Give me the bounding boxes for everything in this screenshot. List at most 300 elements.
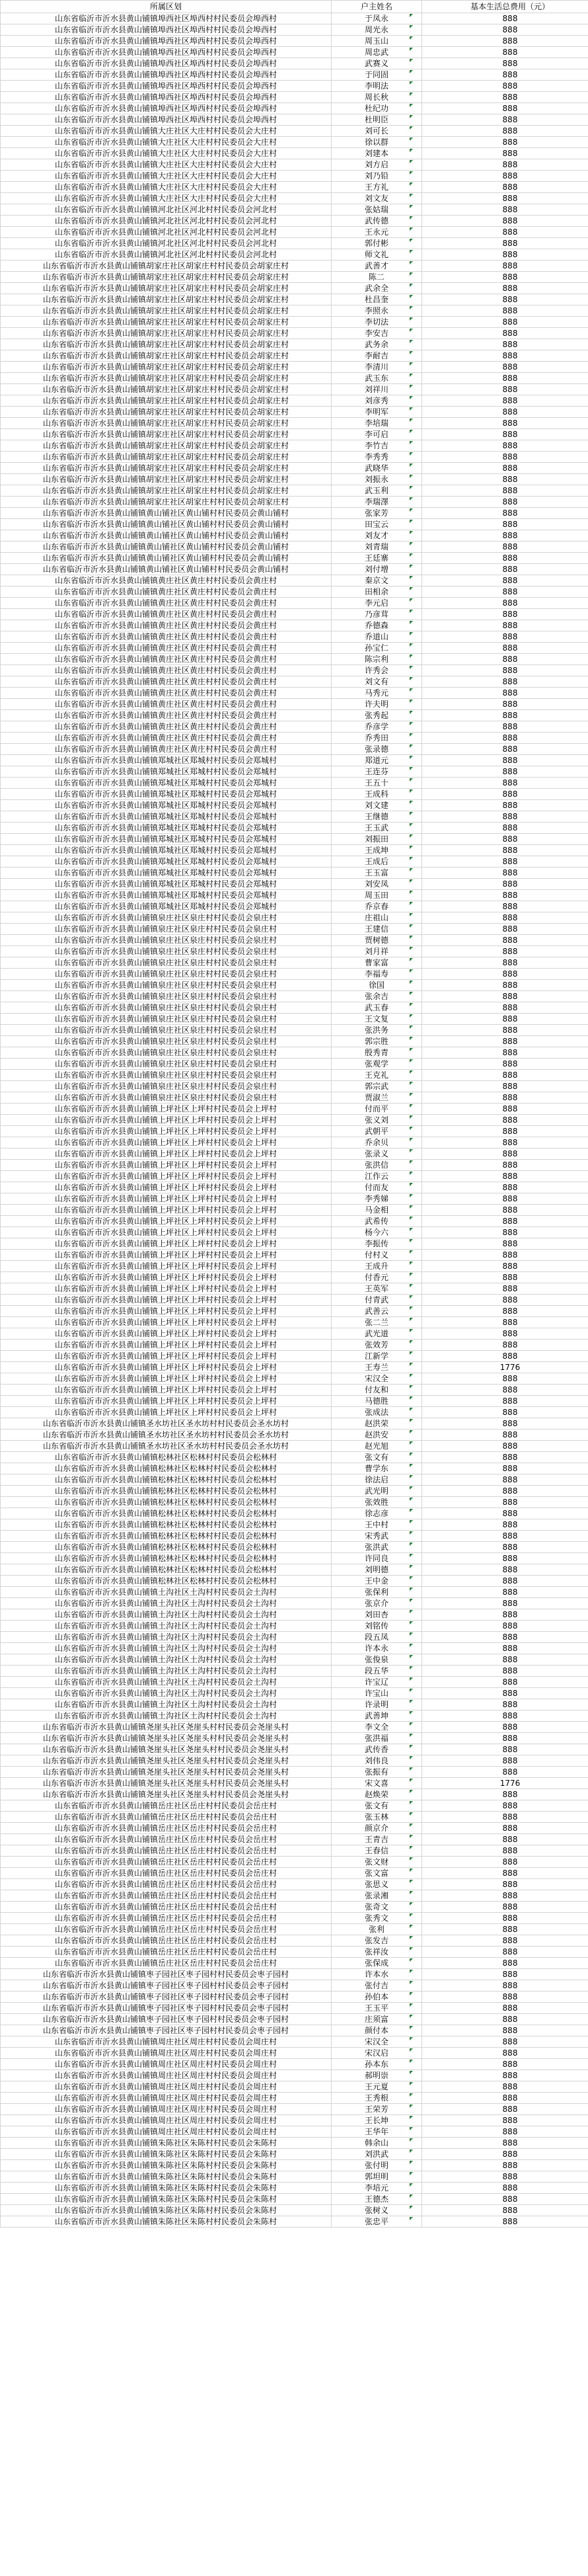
householder-name-cell[interactable] [332,856,422,867]
householder-name-cell[interactable] [332,823,422,834]
district-cell[interactable]: 山东省临沂市沂水县黄山铺镇胡家庄社区胡家庄村村民委员会胡家庄村 [1,463,332,474]
amount-cell[interactable]: 1776 [422,1362,588,1373]
amount-cell[interactable]: 888 [422,2081,588,2093]
district-cell[interactable]: 山东省临沂市沂水县黄山铺镇泉庄社区泉庄村村民委员会泉庄村 [1,969,332,980]
district-cell[interactable]: 山东省临沂市沂水县黄山铺镇周庄社区周庄村村民委员会周庄村 [1,2115,332,2126]
householder-name-cell[interactable] [332,1407,422,1418]
amount-cell[interactable]: 888 [422,991,588,1002]
amount-cell[interactable]: 888 [422,395,588,407]
district-cell[interactable]: 山东省临沂市沂水县黄山铺镇郑城社区郑城村村民委员会郑城村 [1,811,332,823]
district-cell[interactable]: 山东省临沂市沂水县黄山铺镇周庄社区周庄村村民委员会周庄村 [1,2126,332,2138]
householder-name-cell[interactable] [332,485,422,497]
district-cell[interactable]: 山东省临沂市沂水县黄山铺镇胡家庄社区胡家庄村村民委员会胡家庄村 [1,497,332,508]
amount-cell[interactable]: 888 [422,811,588,823]
householder-name-cell[interactable] [332,1340,422,1351]
amount-cell[interactable]: 888 [422,1104,588,1115]
amount-cell[interactable]: 888 [422,249,588,261]
amount-cell[interactable]: 888 [422,227,588,238]
amount-cell[interactable]: 888 [422,564,588,575]
district-cell[interactable]: 山东省临沂市沂水县黄山铺镇黄山铺社区黄山铺村村民委员会黄山铺村 [1,564,332,575]
amount-cell[interactable]: 888 [422,171,588,182]
amount-cell[interactable]: 888 [422,654,588,665]
householder-name-cell[interactable] [332,1328,422,1340]
householder-name-cell[interactable] [332,912,422,924]
householder-name-cell[interactable] [332,1463,422,1474]
amount-cell[interactable]: 888 [422,1407,588,1418]
district-cell[interactable]: 山东省临沂市沂水县黄山铺镇郑城社区郑城村村民委员会郑城村 [1,800,332,811]
amount-cell[interactable]: 888 [422,305,588,317]
district-cell[interactable]: 山东省临沂市沂水县黄山铺镇上坪社区上坪村村民委员会上坪村 [1,1328,332,1340]
amount-cell[interactable]: 888 [422,1744,588,1755]
district-cell[interactable]: 山东省临沂市沂水县黄山铺镇周庄社区周庄村村民委员会周庄村 [1,2048,332,2059]
householder-name-cell[interactable] [332,474,422,485]
district-cell[interactable]: 山东省临沂市沂水县黄山铺镇黄庄社区黄庄村村民委员会黄庄村 [1,665,332,676]
amount-cell[interactable]: 888 [422,1002,588,1014]
householder-name-cell[interactable] [332,1553,422,1564]
householder-name-cell[interactable] [332,1969,422,1980]
district-cell[interactable]: 山东省临沂市沂水县黄山铺镇上坪社区上坪村村民委员会上坪村 [1,1362,332,1373]
householder-name-cell[interactable] [332,586,422,598]
householder-name-cell[interactable] [332,1890,422,1902]
district-cell[interactable]: 山东省临沂市沂水县黄山铺镇松林社区松林村村民委员会松林村 [1,1452,332,1463]
amount-cell[interactable]: 888 [422,901,588,912]
district-cell[interactable]: 山东省临沂市沂水县黄山铺镇郑城社区郑城村村民委员会郑城村 [1,901,332,912]
amount-cell[interactable]: 888 [422,24,588,36]
householder-name-cell[interactable] [332,1576,422,1587]
district-cell[interactable]: 山东省临沂市沂水县黄山铺镇尧崖头社区尧崖头村村民委员会尧崖头村 [1,1767,332,1778]
district-cell[interactable]: 山东省临沂市沂水县黄山铺镇泉庄社区泉庄村村民委员会泉庄村 [1,946,332,957]
amount-cell[interactable]: 888 [422,1182,588,1193]
amount-cell[interactable]: 888 [422,890,588,901]
amount-cell[interactable]: 888 [422,688,588,699]
amount-cell[interactable]: 888 [422,373,588,384]
householder-name-cell[interactable] [332,744,422,755]
district-cell[interactable]: 山东省临沂市沂水县黄山铺镇泉庄社区泉庄村村民委员会泉庄村 [1,924,332,935]
district-cell[interactable]: 山东省临沂市沂水县黄山铺镇上坪社区上坪村村民委员会上坪村 [1,1160,332,1171]
amount-cell[interactable]: 888 [422,2003,588,2014]
householder-name-cell[interactable] [332,193,422,204]
householder-name-cell[interactable] [332,530,422,542]
district-cell[interactable]: 山东省临沂市沂水县黄山铺镇黄庄社区黄庄村村民委员会黄庄村 [1,575,332,586]
district-cell[interactable]: 山东省临沂市沂水县黄山铺镇胡家庄社区胡家庄村村民委员会胡家庄村 [1,272,332,283]
householder-name-cell[interactable] [332,1823,422,1834]
district-cell[interactable]: 山东省临沂市沂水县黄山铺镇上坪社区上坪村村民委员会上坪村 [1,1373,332,1385]
amount-cell[interactable]: 888 [422,867,588,879]
amount-cell[interactable]: 888 [422,103,588,114]
district-cell[interactable]: 山东省临沂市沂水县黄山铺镇郑城社区郑城村村民委员会郑城村 [1,778,332,789]
amount-cell[interactable]: 888 [422,1092,588,1104]
amount-cell[interactable]: 888 [422,339,588,350]
district-cell[interactable]: 山东省临沂市沂水县黄山铺镇郑城社区郑城村村民委员会郑城村 [1,856,332,867]
district-cell[interactable]: 山东省临沂市沂水县黄山铺镇岳庄社区岳庄村村民委员会岳庄村 [1,1857,332,1868]
householder-name-cell[interactable] [332,1317,422,1328]
district-cell[interactable]: 山东省临沂市沂水县黄山铺镇周庄社区周庄村村民委员会周庄村 [1,2070,332,2081]
district-cell[interactable]: 山东省临沂市沂水县黄山铺镇圣水坊社区圣水坊村村民委员会圣水坊村 [1,1418,332,1429]
amount-cell[interactable]: 888 [422,204,588,216]
district-cell[interactable]: 山东省临沂市沂水县黄山铺镇郑城社区郑城村村民委员会郑城村 [1,890,332,901]
amount-cell[interactable]: 888 [422,1205,588,1216]
householder-name-cell[interactable] [332,1429,422,1441]
district-cell[interactable]: 山东省临沂市沂水县黄山铺镇黄庄社区黄庄村村民委员会黄庄村 [1,676,332,688]
amount-cell[interactable]: 888 [422,2070,588,2081]
amount-cell[interactable]: 888 [422,1621,588,1632]
householder-name-cell[interactable] [332,969,422,980]
amount-cell[interactable]: 888 [422,755,588,766]
amount-cell[interactable]: 888 [422,2205,588,2216]
householder-name-cell[interactable] [332,1935,422,1947]
district-cell[interactable]: 山东省临沂市沂水县黄山铺镇郑城社区郑城村村民委员会郑城村 [1,834,332,845]
amount-cell[interactable]: 888 [422,1924,588,1935]
district-cell[interactable]: 山东省临沂市沂水县黄山铺镇松林社区松林村村民委员会松林村 [1,1463,332,1474]
householder-name-cell[interactable] [332,1486,422,1497]
district-cell[interactable]: 山东省临沂市沂水县黄山铺镇上坪社区上坪村村民委员会上坪村 [1,1396,332,1407]
amount-cell[interactable]: 888 [422,586,588,598]
district-cell[interactable]: 山东省临沂市沂水县黄山铺镇黄庄社区黄庄村村民委员会黄庄村 [1,631,332,643]
district-cell[interactable]: 山东省临沂市沂水县黄山铺镇上坪社区上坪村村民委员会上坪村 [1,1295,332,1306]
householder-name-cell[interactable] [332,429,422,440]
householder-name-cell[interactable] [332,1519,422,1531]
householder-name-cell[interactable] [332,1632,422,1643]
district-cell[interactable]: 山东省临沂市沂水县黄山铺镇埠西社区埠西村村民委员会埠西村 [1,47,332,58]
district-cell[interactable]: 山东省临沂市沂水县黄山铺镇泉庄社区泉庄村村民委员会泉庄村 [1,935,332,946]
householder-name-cell[interactable] [332,1283,422,1295]
amount-cell[interactable]: 888 [422,744,588,755]
householder-name-cell[interactable] [332,1834,422,1845]
district-cell[interactable]: 山东省临沂市沂水县黄山铺镇岳庄社区岳庄村村民委员会岳庄村 [1,1823,332,1834]
householder-name-cell[interactable] [332,36,422,47]
householder-name-cell[interactable] [332,789,422,800]
householder-name-cell[interactable] [332,1733,422,1744]
district-cell[interactable]: 山东省临沂市沂水县黄山铺镇岳庄社区岳庄村村民委员会岳庄村 [1,1890,332,1902]
district-cell[interactable]: 山东省临沂市沂水县黄山铺镇郑城社区郑城村村民委员会郑城村 [1,879,332,890]
district-cell[interactable]: 山东省临沂市沂水县黄山铺镇胡家庄社区胡家庄村村民委员会胡家庄村 [1,395,332,407]
district-cell[interactable]: 山东省临沂市沂水县黄山铺镇周庄社区周庄村村民委员会周庄村 [1,2036,332,2048]
householder-name-cell[interactable] [332,1800,422,1812]
householder-name-cell[interactable] [332,305,422,317]
district-cell[interactable]: 山东省临沂市沂水县黄山铺镇胡家庄社区胡家庄村村民委员会胡家庄村 [1,294,332,305]
district-cell[interactable]: 山东省临沂市沂水县黄山铺镇黄庄社区黄庄村村民委员会黄庄村 [1,688,332,699]
amount-cell[interactable]: 888 [422,2149,588,2160]
amount-cell[interactable]: 888 [422,36,588,47]
amount-cell[interactable]: 888 [422,1812,588,1823]
district-cell[interactable]: 山东省临沂市沂水县黄山铺镇黄山铺社区黄山铺村村民委员会黄山铺村 [1,542,332,553]
amount-cell[interactable]: 888 [422,508,588,519]
amount-cell[interactable]: 888 [422,1879,588,1890]
householder-name-cell[interactable] [332,2138,422,2149]
amount-cell[interactable]: 888 [422,1992,588,2003]
amount-cell[interactable]: 888 [422,283,588,294]
district-cell[interactable]: 山东省临沂市沂水县黄山铺镇郑城社区郑城村村民委员会郑城村 [1,823,332,834]
district-cell[interactable]: 山东省临沂市沂水县黄山铺镇周庄社区周庄村村民委员会周庄村 [1,2093,332,2104]
householder-name-cell[interactable] [332,249,422,261]
header-district[interactable]: 所属区划 [1,1,332,13]
district-cell[interactable]: 山东省临沂市沂水县黄山铺镇胡家庄社区胡家庄村村民委员会胡家庄村 [1,418,332,429]
district-cell[interactable]: 山东省临沂市沂水县黄山铺镇大庄社区大庄村村民委员会大庄村 [1,193,332,204]
district-cell[interactable]: 山东省临沂市沂水县黄山铺镇埠西社区埠西村村民委员会埠西村 [1,114,332,126]
amount-cell[interactable]: 888 [422,193,588,204]
amount-cell[interactable]: 888 [422,676,588,688]
householder-name-cell[interactable] [332,980,422,991]
householder-name-cell[interactable] [332,2081,422,2093]
district-cell[interactable]: 山东省临沂市沂水县黄山铺镇泉庄社区泉庄村村民委员会泉庄村 [1,1047,332,1059]
amount-cell[interactable]: 888 [422,1452,588,1463]
district-cell[interactable]: 山东省临沂市沂水县黄山铺镇胡家庄社区胡家庄村村民委员会胡家庄村 [1,339,332,350]
district-cell[interactable]: 山东省临沂市沂水县黄山铺镇黄山铺社区黄山铺村村民委员会黄山铺村 [1,530,332,542]
householder-name-cell[interactable] [332,1531,422,1542]
householder-name-cell[interactable] [332,699,422,710]
district-cell[interactable]: 山东省临沂市沂水县黄山铺镇黄庄社区黄庄村村民委员会黄庄村 [1,609,332,620]
amount-cell[interactable]: 888 [422,1958,588,1969]
amount-cell[interactable]: 888 [422,440,588,452]
householder-name-cell[interactable] [332,542,422,553]
householder-name-cell[interactable] [332,1238,422,1250]
district-cell[interactable]: 山东省临沂市沂水县黄山铺镇上坪社区上坪村村民委员会上坪村 [1,1137,332,1148]
district-cell[interactable]: 山东省临沂市沂水县黄山铺镇周庄社区周庄村村民委员会周庄村 [1,2081,332,2093]
district-cell[interactable]: 山东省临沂市沂水县黄山铺镇胡家庄社区胡家庄村村民委员会胡家庄村 [1,362,332,373]
amount-cell[interactable]: 888 [422,766,588,778]
householder-name-cell[interactable] [332,1744,422,1755]
district-cell[interactable]: 山东省临沂市沂水县黄山铺镇黄庄社区黄庄村村民委员会黄庄村 [1,598,332,609]
householder-name-cell[interactable] [332,1295,422,1306]
district-cell[interactable]: 山东省临沂市沂水县黄山铺镇松林社区松林村村民委员会松林村 [1,1508,332,1519]
householder-name-cell[interactable] [332,1654,422,1666]
householder-name-cell[interactable] [332,1845,422,1857]
amount-cell[interactable]: 888 [422,2025,588,2036]
district-cell[interactable]: 山东省临沂市沂水县黄山铺镇上坪社区上坪村村民委员会上坪村 [1,1104,332,1115]
header-name[interactable]: 户主姓名 [332,1,422,13]
householder-name-cell[interactable] [332,1441,422,1452]
district-cell[interactable]: 山东省临沂市沂水县黄山铺镇土沟社区土沟村村民委员会土沟村 [1,1711,332,1722]
householder-name-cell[interactable] [332,721,422,733]
district-cell[interactable]: 山东省临沂市沂水县黄山铺镇泉庄社区泉庄村村民委员会泉庄村 [1,1025,332,1036]
amount-cell[interactable]: 888 [422,1800,588,1812]
district-cell[interactable]: 山东省临沂市沂水县黄山铺镇上坪社区上坪村村民委员会上坪村 [1,1148,332,1160]
householder-name-cell[interactable] [332,2115,422,2126]
amount-cell[interactable]: 888 [422,957,588,969]
amount-cell[interactable]: 888 [422,1789,588,1800]
householder-name-cell[interactable] [332,508,422,519]
householder-name-cell[interactable] [332,1137,422,1148]
householder-name-cell[interactable] [332,1160,422,1171]
district-cell[interactable]: 山东省临沂市沂水县黄山铺镇朱陈社区朱陈村村民委员会朱陈村 [1,2171,332,2183]
amount-cell[interactable]: 888 [422,1272,588,1283]
amount-cell[interactable]: 888 [422,328,588,339]
district-cell[interactable]: 山东省临沂市沂水县黄山铺镇泉庄社区泉庄村村民委员会泉庄村 [1,1092,332,1104]
district-cell[interactable]: 山东省临沂市沂水县黄山铺镇枣子园社区枣子园村村民委员会枣子园村 [1,2014,332,2025]
householder-name-cell[interactable] [332,1182,422,1193]
amount-cell[interactable]: 888 [422,1474,588,1486]
householder-name-cell[interactable] [332,384,422,395]
householder-name-cell[interactable] [332,1958,422,1969]
householder-name-cell[interactable] [332,1261,422,1272]
householder-name-cell[interactable] [332,103,422,114]
district-cell[interactable]: 山东省临沂市沂水县黄山铺镇朱陈社区朱陈村村民委员会朱陈村 [1,2194,332,2205]
householder-name-cell[interactable] [332,1643,422,1654]
householder-name-cell[interactable] [332,1711,422,1722]
district-cell[interactable]: 山东省临沂市沂水县黄山铺镇黄庄社区黄庄村村民委员会黄庄村 [1,721,332,733]
amount-cell[interactable]: 888 [422,1834,588,1845]
amount-cell[interactable]: 888 [422,1632,588,1643]
householder-name-cell[interactable] [332,2048,422,2059]
district-cell[interactable]: 山东省临沂市沂水县黄山铺镇泉庄社区泉庄村村民委员会泉庄村 [1,1014,332,1025]
district-cell[interactable]: 山东省临沂市沂水县黄山铺镇周庄社区周庄村村民委员会周庄村 [1,2104,332,2115]
amount-cell[interactable]: 888 [422,2059,588,2070]
district-cell[interactable]: 山东省临沂市沂水县黄山铺镇岳庄社区岳庄村村民委员会岳庄村 [1,1947,332,1958]
householder-name-cell[interactable] [332,575,422,586]
amount-cell[interactable]: 888 [422,272,588,283]
amount-cell[interactable]: 888 [422,47,588,58]
amount-cell[interactable]: 888 [422,1890,588,1902]
amount-cell[interactable]: 888 [422,1688,588,1699]
amount-cell[interactable]: 888 [422,1823,588,1834]
amount-cell[interactable]: 888 [422,643,588,654]
householder-name-cell[interactable] [332,564,422,575]
householder-name-cell[interactable] [332,1025,422,1036]
householder-name-cell[interactable] [332,1868,422,1879]
district-cell[interactable]: 山东省临沂市沂水县黄山铺镇上坪社区上坪村村民委员会上坪村 [1,1351,332,1362]
district-cell[interactable]: 山东省临沂市沂水县黄山铺镇胡家庄社区胡家庄村村民委员会胡家庄村 [1,429,332,440]
amount-cell[interactable]: 888 [422,92,588,103]
householder-name-cell[interactable] [332,1699,422,1711]
householder-name-cell[interactable] [332,1227,422,1238]
householder-name-cell[interactable] [332,13,422,24]
district-cell[interactable]: 山东省临沂市沂水县黄山铺镇上坪社区上坪村村民委员会上坪村 [1,1126,332,1137]
amount-cell[interactable]: 888 [422,1351,588,1362]
amount-cell[interactable]: 888 [422,1587,588,1598]
district-cell[interactable]: 山东省临沂市沂水县黄山铺镇岳庄社区岳庄村村民委员会岳庄村 [1,1913,332,1924]
householder-name-cell[interactable] [332,1205,422,1216]
householder-name-cell[interactable] [332,1812,422,1823]
householder-name-cell[interactable] [332,1306,422,1317]
amount-cell[interactable]: 888 [422,1519,588,1531]
householder-name-cell[interactable] [332,283,422,294]
householder-name-cell[interactable] [332,2104,422,2115]
amount-cell[interactable]: 888 [422,1059,588,1070]
district-cell[interactable]: 山东省临沂市沂水县黄山铺镇松林社区松林村村民委员会松林村 [1,1564,332,1576]
householder-name-cell[interactable] [332,272,422,283]
householder-name-cell[interactable] [332,2126,422,2138]
district-cell[interactable]: 山东省临沂市沂水县黄山铺镇枣子园社区枣子园村村民委员会枣子园村 [1,1992,332,2003]
district-cell[interactable]: 山东省临沂市沂水县黄山铺镇胡家庄社区胡家庄村村民委员会胡家庄村 [1,305,332,317]
district-cell[interactable]: 山东省临沂市沂水县黄山铺镇上坪社区上坪村村民委员会上坪村 [1,1407,332,1418]
amount-cell[interactable]: 888 [422,2138,588,2149]
amount-cell[interactable]: 888 [422,294,588,305]
householder-name-cell[interactable] [332,294,422,305]
householder-name-cell[interactable] [332,676,422,688]
amount-cell[interactable]: 888 [422,182,588,193]
householder-name-cell[interactable] [332,1059,422,1070]
district-cell[interactable]: 山东省临沂市沂水县黄山铺镇岳庄社区岳庄村村民委员会岳庄村 [1,1902,332,1913]
amount-cell[interactable]: 888 [422,1643,588,1654]
district-cell[interactable]: 山东省临沂市沂水县黄山铺镇大庄社区大庄村村民委员会大庄村 [1,182,332,193]
householder-name-cell[interactable] [332,1148,422,1160]
district-cell[interactable]: 山东省临沂市沂水县黄山铺镇黄庄社区黄庄村村民委员会黄庄村 [1,643,332,654]
district-cell[interactable]: 山东省临沂市沂水县黄山铺镇松林社区松林村村民委员会松林村 [1,1497,332,1508]
district-cell[interactable]: 山东省临沂市沂水县黄山铺镇泉庄社区泉庄村村民委员会泉庄村 [1,912,332,924]
householder-name-cell[interactable] [332,1474,422,1486]
amount-cell[interactable]: 888 [422,1385,588,1396]
amount-cell[interactable]: 888 [422,1193,588,1205]
district-cell[interactable]: 山东省临沂市沂水县黄山铺镇胡家庄社区胡家庄村村民委员会胡家庄村 [1,283,332,294]
district-cell[interactable]: 山东省临沂市沂水县黄山铺镇土沟社区土沟村村民委员会土沟村 [1,1632,332,1643]
householder-name-cell[interactable] [332,2194,422,2205]
amount-cell[interactable]: 888 [422,598,588,609]
householder-name-cell[interactable] [332,1902,422,1913]
district-cell[interactable]: 山东省临沂市沂水县黄山铺镇岳庄社区岳庄村村民委员会岳庄村 [1,1812,332,1823]
householder-name-cell[interactable] [332,148,422,159]
householder-name-cell[interactable] [332,1171,422,1182]
district-cell[interactable]: 山东省临沂市沂水县黄山铺镇上坪社区上坪村村民委员会上坪村 [1,1238,332,1250]
district-cell[interactable]: 山东省临沂市沂水县黄山铺镇大庄社区大庄村村民委员会大庄村 [1,148,332,159]
district-cell[interactable]: 山东省临沂市沂水县黄山铺镇尧崖头社区尧崖头村村民委员会尧崖头村 [1,1789,332,1800]
householder-name-cell[interactable] [332,710,422,721]
householder-name-cell[interactable] [332,2205,422,2216]
district-cell[interactable]: 山东省临沂市沂水县黄山铺镇朱陈社区朱陈村村民委员会朱陈村 [1,2149,332,2160]
householder-name-cell[interactable] [332,1609,422,1621]
amount-cell[interactable]: 888 [422,530,588,542]
householder-name-cell[interactable] [332,957,422,969]
householder-name-cell[interactable] [332,1564,422,1576]
district-cell[interactable]: 山东省临沂市沂水县黄山铺镇泉庄社区泉庄村村民委员会泉庄村 [1,980,332,991]
householder-name-cell[interactable] [332,407,422,418]
district-cell[interactable]: 山东省临沂市沂水县黄山铺镇尧崖头社区尧崖头村村民委员会尧崖头村 [1,1744,332,1755]
householder-name-cell[interactable] [332,317,422,328]
amount-cell[interactable]: 888 [422,137,588,148]
district-cell[interactable]: 山东省临沂市沂水县黄山铺镇松林社区松林村村民委员会松林村 [1,1474,332,1486]
district-cell[interactable]: 山东省临沂市沂水县黄山铺镇上坪社区上坪村村民委员会上坪村 [1,1385,332,1396]
district-cell[interactable]: 山东省临沂市沂水县黄山铺镇埠西社区埠西村村民委员会埠西村 [1,103,332,114]
householder-name-cell[interactable] [332,1373,422,1385]
amount-cell[interactable]: 888 [422,69,588,81]
amount-cell[interactable]: 888 [422,1722,588,1733]
district-cell[interactable]: 山东省临沂市沂水县黄山铺镇黄庄社区黄庄村村民委员会黄庄村 [1,586,332,598]
district-cell[interactable]: 山东省临沂市沂水县黄山铺镇埠西社区埠西村村民委员会埠西村 [1,24,332,36]
householder-name-cell[interactable] [332,1542,422,1553]
amount-cell[interactable]: 888 [422,1441,588,1452]
householder-name-cell[interactable] [332,2003,422,2014]
amount-cell[interactable]: 888 [422,216,588,227]
district-cell[interactable]: 山东省临沂市沂水县黄山铺镇胡家庄社区胡家庄村村民委员会胡家庄村 [1,474,332,485]
householder-name-cell[interactable] [332,362,422,373]
householder-name-cell[interactable] [332,1092,422,1104]
district-cell[interactable]: 山东省临沂市沂水县黄山铺镇松林社区松林村村民委员会松林村 [1,1519,332,1531]
district-cell[interactable]: 山东省临沂市沂水县黄山铺镇朱陈社区朱陈村村民委员会朱陈村 [1,2183,332,2194]
district-cell[interactable]: 山东省临沂市沂水县黄山铺镇土沟社区土沟村村民委员会土沟村 [1,1587,332,1598]
householder-name-cell[interactable] [332,216,422,227]
amount-cell[interactable]: 888 [422,1250,588,1261]
district-cell[interactable]: 山东省临沂市沂水县黄山铺镇岳庄社区岳庄村村民委员会岳庄村 [1,1958,332,1969]
householder-name-cell[interactable] [332,1992,422,2003]
district-cell[interactable]: 山东省临沂市沂水县黄山铺镇郑城社区郑城村村民委员会郑城村 [1,845,332,856]
amount-cell[interactable]: 888 [422,2216,588,2228]
householder-name-cell[interactable] [332,1598,422,1609]
district-cell[interactable]: 山东省临沂市沂水县黄山铺镇上坪社区上坪村村民委员会上坪村 [1,1272,332,1283]
district-cell[interactable]: 山东省临沂市沂水县黄山铺镇黄庄社区黄庄村村民委员会黄庄村 [1,744,332,755]
district-cell[interactable]: 山东省临沂市沂水县黄山铺镇黄山铺社区黄山铺村村民委员会黄山铺村 [1,519,332,530]
amount-cell[interactable]: 888 [422,1081,588,1092]
district-cell[interactable]: 山东省临沂市沂水县黄山铺镇泉庄社区泉庄村村民委员会泉庄村 [1,957,332,969]
amount-cell[interactable]: 888 [422,2126,588,2138]
amount-cell[interactable]: 888 [422,553,588,564]
amount-cell[interactable]: 888 [422,1969,588,1980]
district-cell[interactable]: 山东省临沂市沂水县黄山铺镇大庄社区大庄村村民委员会大庄村 [1,137,332,148]
district-cell[interactable]: 山东省临沂市沂水县黄山铺镇岳庄社区岳庄村村民委员会岳庄村 [1,1924,332,1935]
district-cell[interactable]: 山东省临沂市沂水县黄山铺镇土沟社区土沟村村民委员会土沟村 [1,1621,332,1632]
amount-cell[interactable]: 888 [422,1677,588,1688]
district-cell[interactable]: 山东省临沂市沂水县黄山铺镇埠西社区埠西村村民委员会埠西村 [1,69,332,81]
district-cell[interactable]: 山东省临沂市沂水县黄山铺镇胡家庄社区胡家庄村村民委员会胡家庄村 [1,317,332,328]
district-cell[interactable]: 山东省临沂市沂水县黄山铺镇黄庄社区黄庄村村民委员会黄庄村 [1,733,332,744]
